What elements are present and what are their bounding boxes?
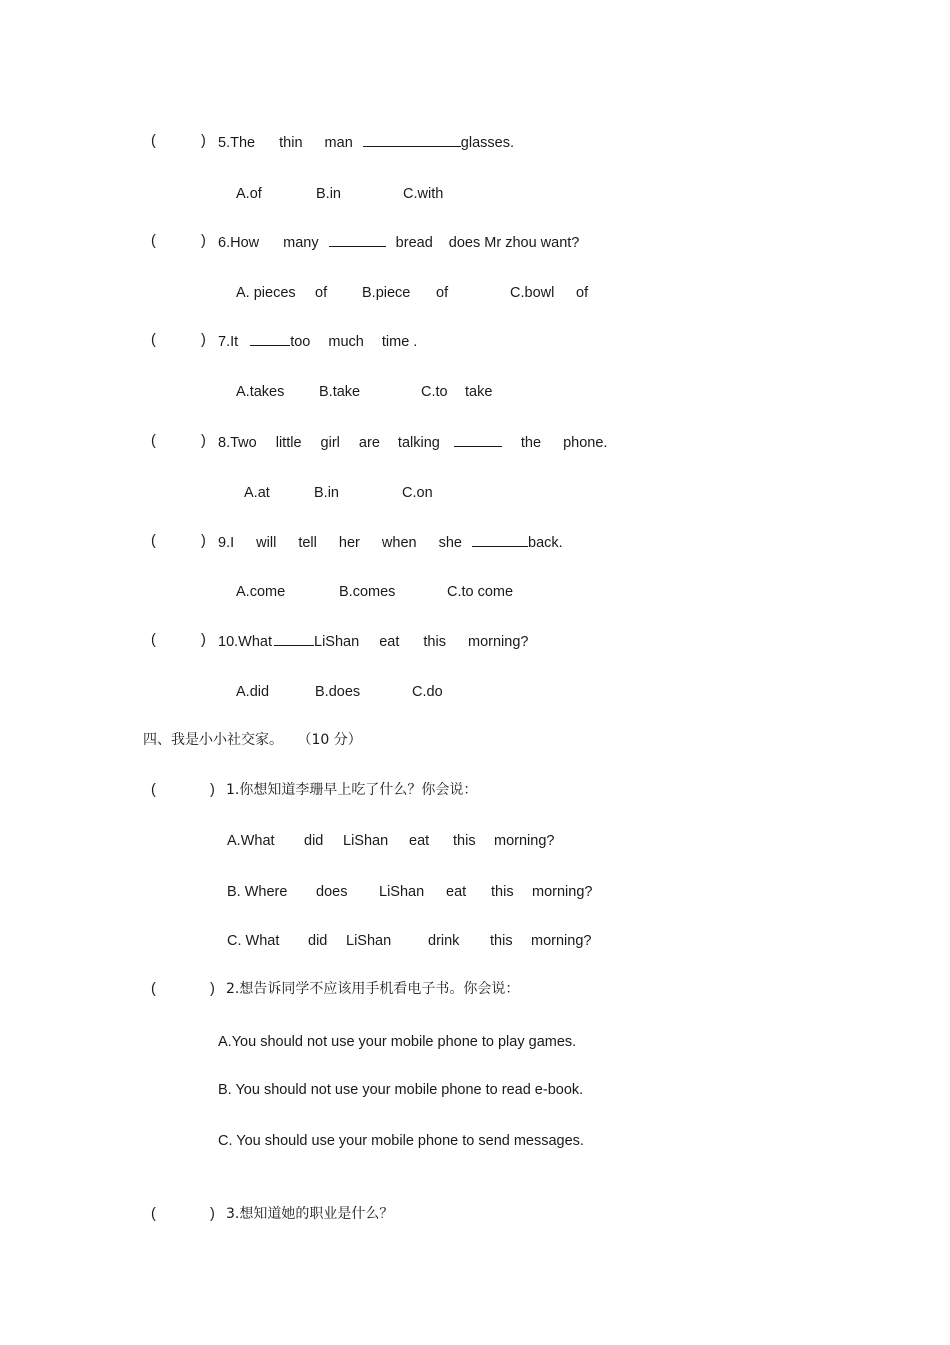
answer-paren-open: ( xyxy=(151,233,156,249)
word: I xyxy=(230,535,235,551)
option-a: A.takes xyxy=(236,384,285,400)
answer-paren-close: ) xyxy=(210,782,215,798)
word: LiShan xyxy=(346,933,392,949)
word: are xyxy=(358,435,380,451)
answer-paren-open: ( xyxy=(151,133,156,149)
answer-paren-close: ) xyxy=(201,632,206,648)
section-score: （10 分） xyxy=(297,732,362,748)
word: she xyxy=(438,535,462,551)
answer-blank[interactable] xyxy=(329,232,386,247)
option-c: C.do xyxy=(412,684,443,700)
question-number: 6. xyxy=(218,235,231,251)
word: LiShan xyxy=(314,634,360,650)
word: when xyxy=(381,535,417,551)
question-number: 10. xyxy=(218,634,239,650)
option-c xyxy=(227,932,591,950)
answer-blank[interactable] xyxy=(363,132,461,147)
answer-paren-close: ) xyxy=(210,1206,215,1222)
word: does Mr zhou want? xyxy=(448,235,580,251)
option-a: A.did xyxy=(236,684,270,700)
question-text xyxy=(218,132,514,152)
option-b: B.take xyxy=(319,384,361,400)
section-title: 四、我是小小社交家。 xyxy=(143,732,283,748)
answer-paren-close: ) xyxy=(201,233,206,249)
section-heading xyxy=(143,731,362,749)
answer-paren-close: ) xyxy=(201,533,206,549)
word: this xyxy=(490,933,513,949)
option-b: B.in xyxy=(316,186,341,202)
word: did xyxy=(308,933,328,949)
option-word: take xyxy=(465,384,493,400)
options-8 xyxy=(244,484,433,502)
option-word: of xyxy=(576,285,589,301)
question-text xyxy=(218,631,528,651)
word: little xyxy=(275,435,302,451)
option-a xyxy=(227,832,554,850)
option-c: C.bowl xyxy=(510,285,555,301)
option-a: A.come xyxy=(236,584,286,600)
word: does xyxy=(316,884,348,900)
question-text xyxy=(218,331,417,351)
answer-paren-open: ( xyxy=(151,332,156,348)
answer-blank[interactable] xyxy=(250,331,290,346)
word: much xyxy=(328,334,364,350)
question-prompt: 2.想告诉同学不应该用手机看电子书。你会说： xyxy=(226,981,520,997)
word: It xyxy=(230,334,239,350)
word: back. xyxy=(528,535,563,551)
question-number: 9. xyxy=(218,535,231,551)
word: How xyxy=(230,235,260,251)
word: morning? xyxy=(532,884,593,900)
word: morning? xyxy=(494,833,555,849)
word: Two xyxy=(230,435,257,451)
word: this xyxy=(423,634,446,650)
option-a: A.You should not use your mobile phone to play games. xyxy=(218,1034,577,1050)
answer-paren-open: ( xyxy=(151,533,156,549)
option-a: A.at xyxy=(244,485,270,501)
answer-blank[interactable] xyxy=(472,532,528,547)
answer-paren-open: ( xyxy=(151,632,156,648)
option-a: A. pieces xyxy=(236,285,296,301)
word: did xyxy=(304,833,324,849)
question-number: 5. xyxy=(218,135,231,151)
word: LiShan xyxy=(343,833,389,849)
answer-paren-close: ) xyxy=(201,332,206,348)
word: What xyxy=(238,634,273,650)
option-c: C.to come xyxy=(447,584,514,600)
word: B. Where xyxy=(227,884,288,900)
question-prompt: 1.你想知道李珊早上吃了什么？你会说： xyxy=(226,782,478,798)
word: eat xyxy=(446,884,467,900)
question-number: 7. xyxy=(218,334,231,350)
answer-paren-open: ( xyxy=(151,782,156,798)
word: will xyxy=(256,535,277,551)
answer-paren-open: ( xyxy=(151,433,156,449)
word: too xyxy=(290,334,311,350)
word: A.What xyxy=(227,833,275,849)
word: this xyxy=(453,833,476,849)
word: bread xyxy=(395,235,433,251)
option-c: C. You should use your mobile phone to send messages. xyxy=(218,1133,584,1149)
answer-paren-open: ( xyxy=(151,1206,156,1222)
question-text xyxy=(218,232,579,252)
option-a: A.of xyxy=(236,186,262,202)
answer-blank[interactable] xyxy=(454,432,502,447)
word: phone. xyxy=(563,435,608,451)
word: tell xyxy=(298,535,317,551)
option-b: B.comes xyxy=(339,584,396,600)
word: many xyxy=(283,235,319,251)
word: eat xyxy=(379,634,400,650)
options-6 xyxy=(236,284,588,302)
word: LiShan xyxy=(379,884,425,900)
question-number: 8. xyxy=(218,435,231,451)
word: The xyxy=(230,135,256,151)
word: time . xyxy=(381,334,418,350)
word: glasses. xyxy=(460,135,514,151)
word: this xyxy=(491,884,514,900)
option-b: B.in xyxy=(314,485,339,501)
word: drink xyxy=(428,933,460,949)
option-word: of xyxy=(436,285,449,301)
options-9 xyxy=(236,583,513,601)
option-c: C.on xyxy=(402,485,433,501)
answer-paren-close: ) xyxy=(210,981,215,997)
word: girl xyxy=(320,435,340,451)
option-b xyxy=(227,883,592,901)
option-b: B.does xyxy=(315,684,361,700)
word: C. What xyxy=(227,933,280,949)
word: man xyxy=(324,135,353,151)
option-b: B. You should not use your mobile phone to read e-book. xyxy=(218,1082,584,1098)
answer-paren-open: ( xyxy=(151,981,156,997)
option-b: B.piece xyxy=(362,285,411,301)
word: her xyxy=(338,535,360,551)
word: thin xyxy=(279,135,303,151)
question-text xyxy=(218,432,607,452)
word: morning? xyxy=(468,634,529,650)
answer-paren-close: ) xyxy=(201,133,206,149)
options-5 xyxy=(236,185,443,203)
option-word: of xyxy=(315,285,328,301)
options-10 xyxy=(236,683,443,701)
word: the xyxy=(520,435,542,451)
word: morning? xyxy=(531,933,592,949)
answer-paren-close: ) xyxy=(201,433,206,449)
answer-blank[interactable] xyxy=(274,631,314,646)
word: eat xyxy=(409,833,430,849)
question-text xyxy=(218,532,563,552)
option-c: C.with xyxy=(403,186,444,202)
option-c: C.to xyxy=(421,384,448,400)
question-prompt: 3.想知道她的职业是什么？ xyxy=(226,1206,394,1222)
word: talking xyxy=(397,435,440,451)
options-7 xyxy=(236,383,492,401)
